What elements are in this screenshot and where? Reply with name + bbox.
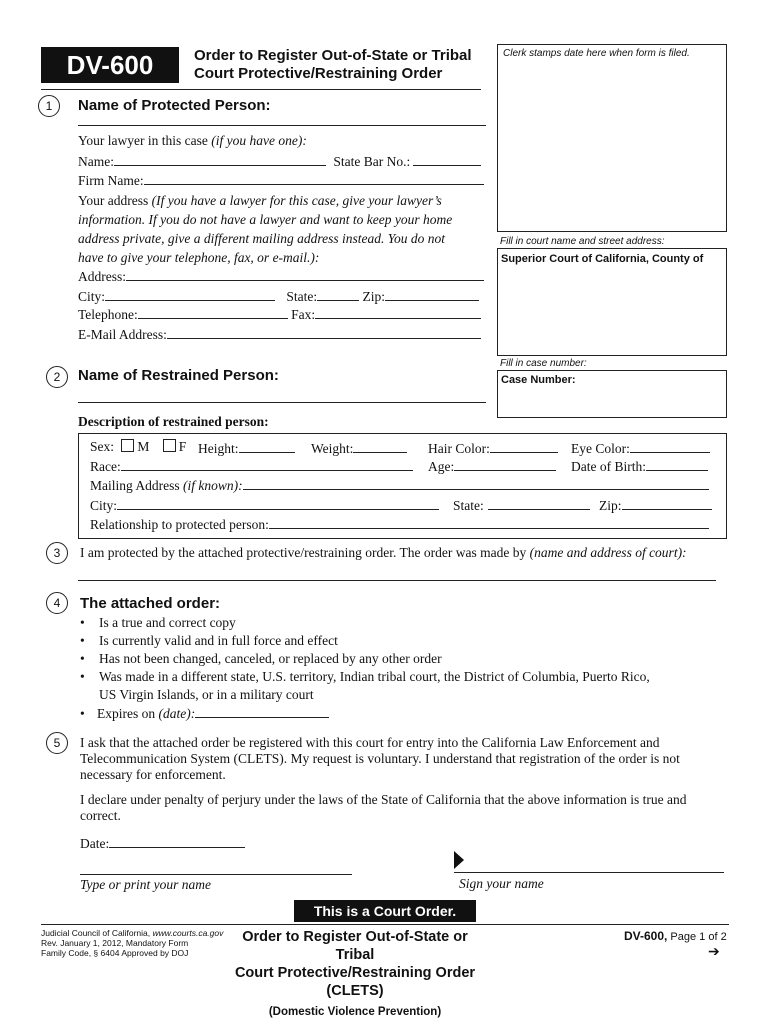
address-instructions: Your address (If you have a lawyer for this case, give your lawyer’s information. If you do not have a lawyer and want to keep your home address private, give a different mailing address instead. You do not have to give your telephone, fax, or e-mail.): [78,193,453,265]
email-row: E-Mail Address: [78,325,481,343]
form-number-badge: DV-600 [41,47,179,83]
list-item: • Is currently valid and in full force and effect [80,633,338,648]
restrained-zip-group: Zip: [599,496,712,514]
section-4-number: 4 [46,592,68,614]
case-number-box[interactable] [497,370,727,418]
footer-page-reference: DV-600, Page 1 of 2 [624,929,727,943]
section-3-text: I am protected by the attached protective/restraining order. The order was made by (name and address of court): [80,545,687,560]
hair-color-group: Hair Color: [428,439,558,457]
zip-field[interactable] [385,287,479,301]
list-item: • Expires on (date): [80,704,650,723]
address-field[interactable] [126,267,484,281]
dob-field[interactable] [646,457,708,471]
dob-group: Date of Birth: [571,457,708,475]
form-title: Order to Register Out-of-State or Tribal Court Protective/Restraining Order [194,47,472,82]
court-name-label: Superior Court of California, County of [501,253,704,265]
date-field[interactable] [109,834,245,848]
hair-color-field[interactable] [490,439,558,453]
footer-rule [41,924,729,925]
section-5-number: 5 [46,732,68,754]
section-1-title: Name of Protected Person: [78,97,271,114]
list-item: • Was made in a different state, U.S. territory, Indian tribal court, the District of Columbia, Puerto Rico, [80,669,650,684]
signature-line[interactable] [454,872,724,873]
section-2-number: 2 [46,366,68,388]
sign-here-arrow-icon [454,851,464,869]
list-item-continued: US Virgin Islands, or in a military court [99,687,314,702]
restrained-state-group: State: [453,496,590,514]
restrained-city-group: City: [90,496,439,514]
list-item: • Is a true and correct copy [80,615,236,630]
weight-field[interactable] [353,439,407,453]
eye-color-group: Eye Color: [571,439,710,457]
restrained-city-field[interactable] [117,496,439,510]
courts-website-link[interactable]: www.courts.ca.gov [152,928,224,938]
footer-left-info: Judicial Council of California, www.courts.ca.gov Rev. January 1, 2012, Mandatory Form Family Code, § 6404 Approved by DOJ [41,928,224,958]
lawyer-name-row: Name: State Bar No.: [78,152,481,170]
date-row: Date: [80,834,245,852]
race-field[interactable] [121,457,413,471]
mailing-address-row: Mailing Address (if known): [90,476,709,494]
clerk-stamp-note: Clerk stamps date here when form is filed. [503,48,690,59]
firm-name-row: Firm Name: [78,171,484,189]
restrained-state-field[interactable] [488,496,590,510]
next-page-arrow-icon: ➔ [708,945,720,960]
list-item: • Has not been changed, canceled, or replaced by any other order [80,651,442,666]
print-name-caption: Type or print your name [80,877,211,892]
telephone-field[interactable] [138,305,288,319]
section-3-number: 3 [46,542,68,564]
city-field[interactable] [105,287,275,301]
section-1-number: 1 [38,95,60,117]
age-field[interactable] [454,457,556,471]
section-2-title: Name of Restrained Person: [78,367,279,384]
signature-caption: Sign your name [459,876,544,891]
sex-group: Sex: M F [90,439,187,454]
header-rule [41,89,481,90]
footer-form-title: Order to Register Out-of-State or Tribal Court Protective/Restraining Order (CLETS) (Domestic Violence Prevention) [234,929,476,1018]
case-number-hint: Fill in case number: [500,358,587,369]
perjury-declaration: I declare under penalty of perjury under the laws of the State of California that the above information is true and correct. [80,792,687,823]
height-group: Height: [198,439,295,457]
section-5-request: I ask that the attached order be registered with this court for entry into the California Law Enforcement and Telecommunication System (CLETS). My request is voluntary. I understand that registration of the order is not necessary for enforcement. [80,735,680,782]
weight-group: Weight: [311,439,407,457]
fax-field[interactable] [315,305,481,319]
sex-female-checkbox[interactable] [163,439,176,452]
attached-order-list [80,614,650,723]
address-row: Address: [78,267,484,285]
relationship-field[interactable] [269,515,709,529]
eye-color-field[interactable] [630,439,710,453]
mailing-address-field[interactable] [243,476,709,490]
court-order-banner: This is a Court Order. [294,900,476,922]
height-field[interactable] [239,439,295,453]
court-name-hint: Fill in court name and street address: [500,236,665,247]
case-number-label: Case Number: [501,374,576,386]
restrained-person-name-line[interactable] [78,402,486,403]
race-group: Race: [90,457,413,475]
court-name-address-line[interactable] [78,580,716,581]
firm-name-field[interactable] [144,171,484,185]
restrained-description-heading: Description of restrained person: [78,414,269,429]
section-4-title: The attached order: [80,595,221,612]
lawyer-label: Your lawyer in this case (if you have one): [78,133,307,148]
restrained-zip-field[interactable] [622,496,712,510]
telephone-row: Telephone: Fax: [78,305,481,323]
state-bar-field[interactable] [413,152,481,166]
lawyer-name-field[interactable] [114,152,326,166]
state-field[interactable] [317,287,359,301]
email-field[interactable] [167,325,481,339]
city-row: City: State: Zip: [78,287,479,305]
protected-person-name-line[interactable] [78,125,486,126]
clerk-stamp-box [497,44,727,232]
expiration-date-field[interactable] [195,704,329,718]
relationship-row: Relationship to protected person: [90,515,709,533]
age-group: Age: [428,457,556,475]
print-name-line[interactable] [80,874,352,875]
sex-male-checkbox[interactable] [121,439,134,452]
court-name-box[interactable] [497,248,727,356]
